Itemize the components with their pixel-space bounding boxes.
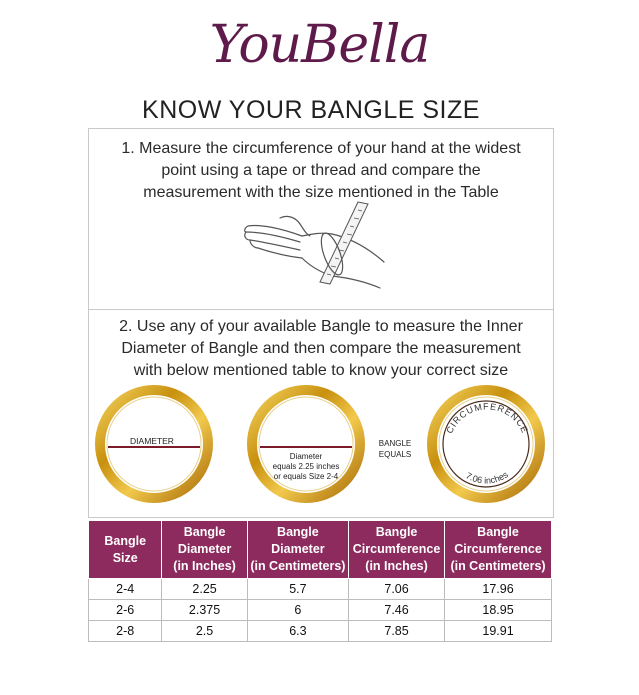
table-header-row xyxy=(89,521,552,579)
table-cell: 7.46 xyxy=(349,600,445,621)
ring-2-label-line: Diameter xyxy=(289,452,323,461)
table-cell: 7.06 xyxy=(349,579,445,600)
header-line: (in Inches) xyxy=(365,559,428,573)
table-cell: 2-8 xyxy=(89,621,162,642)
header-line: (in Centimeters) xyxy=(450,559,546,573)
header-line: (in Inches) xyxy=(173,559,236,573)
header-diameter-cm xyxy=(247,521,348,579)
header-line: Bangle Diameter xyxy=(271,525,325,556)
header-line: Diameter xyxy=(177,542,232,556)
table-cell: 2-4 xyxy=(89,579,162,600)
step-1-text xyxy=(90,138,552,204)
ring-2-label-line: equals 2.25 inches xyxy=(272,462,340,471)
header-line: Circumference xyxy=(352,542,441,556)
table-cell: 6 xyxy=(247,600,348,621)
ring-1-label: DIAMETER xyxy=(130,436,174,446)
step-2-line: 2. Use any of your available Bangle to measure the Inner xyxy=(119,318,523,335)
header-diameter-inches xyxy=(162,521,247,579)
bangle-equals-line: BANGLE xyxy=(378,439,412,448)
header-circumference-inches xyxy=(349,521,445,579)
table-cell: 2.375 xyxy=(162,600,247,621)
step-2-line: with below mentioned table to know your correct size xyxy=(133,362,509,379)
ring-2-label-line: or equals Size 2-4 xyxy=(273,472,339,481)
header-line: Bangle xyxy=(477,525,519,539)
step-2-text xyxy=(90,316,552,382)
table-cell: 17.96 xyxy=(445,579,552,600)
table-cell: 18.95 xyxy=(445,600,552,621)
bangle-ring-3 xyxy=(432,390,540,498)
table-cell: 2.25 xyxy=(162,579,247,600)
step-2-line: Diameter of Bangle and then compare the measurement xyxy=(121,340,521,357)
bangle-equals-line: EQUALS xyxy=(378,450,412,459)
ring-2-label xyxy=(266,452,346,482)
section-divider xyxy=(88,309,554,310)
step-1-line: point using a tape or thread and compare the xyxy=(161,162,481,179)
table-row xyxy=(89,600,552,621)
header-line: Bangle xyxy=(375,525,418,539)
logo-text: YouBella xyxy=(209,15,430,75)
ring-3-top-label: CIRCUMFERENCE xyxy=(444,401,531,436)
table-cell: 2-6 xyxy=(89,600,162,621)
header-bangle-size xyxy=(89,521,162,579)
header-line: Bangle Size xyxy=(104,533,147,565)
brand-logo xyxy=(0,6,639,84)
step-1-line: measurement with the size mentioned in the Table xyxy=(143,184,499,201)
header-circumference-cm xyxy=(445,521,552,579)
table-row xyxy=(89,621,552,642)
bangle-equals-label xyxy=(368,438,422,460)
hand-measuring-tape-illustration xyxy=(240,196,390,296)
bangle-size-table xyxy=(88,520,552,642)
ring-3-bottom-label: 7.06 inches xyxy=(464,469,510,486)
header-line: Circumference xyxy=(454,542,542,556)
step-1-line: 1. Measure the circumference of your hand at the widest xyxy=(121,140,521,157)
table-cell: 2.5 xyxy=(162,621,247,642)
table-row xyxy=(89,579,552,600)
header-line: (in Centimeters) xyxy=(250,559,346,573)
table-cell: 6.3 xyxy=(247,621,348,642)
table-cell: 19.91 xyxy=(445,621,552,642)
table-cell: 7.85 xyxy=(349,621,445,642)
page-title: KNOW YOUR BANGLE SIZE xyxy=(142,96,480,124)
table-cell: 5.7 xyxy=(247,579,348,600)
header-line: Bangle xyxy=(183,525,226,539)
